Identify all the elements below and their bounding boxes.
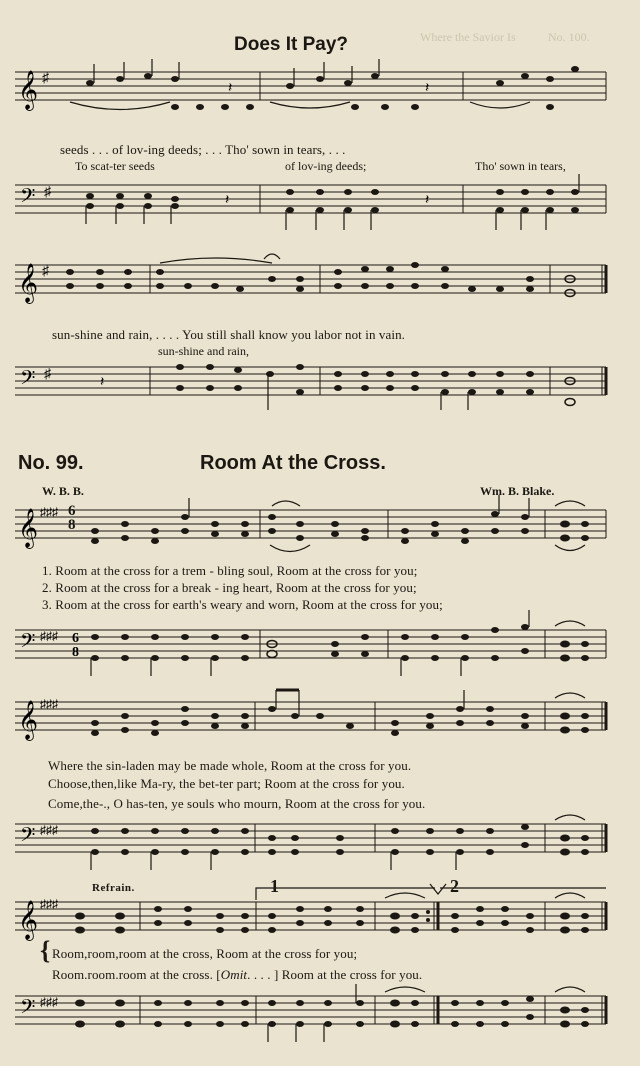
hymn1-system1-bass-staff: [10, 180, 610, 230]
hymn2-system2-treble-staff: [10, 688, 610, 748]
hymn2-verse3-line-a: 3. Room at the cross for earth's weary and worn, Room at the cross for you;: [42, 597, 443, 612]
svg-text:𝄽: 𝄽: [425, 81, 430, 96]
svg-text:♯♯♯: ♯♯♯: [40, 897, 58, 911]
svg-text:8: 8: [72, 645, 79, 660]
hymn2-verse2-line-a: 2. Room at the cross for a break - ing heart, Room at the cross for you;: [42, 580, 417, 595]
svg-text:♯: ♯: [42, 71, 49, 86]
svg-text:𝄢: 𝄢: [20, 995, 36, 1023]
refrain-lyric-line2a: Room.room.room at the cross. [: [52, 967, 221, 982]
time-signature-top: 6: [68, 503, 76, 519]
refrain-label: Refrain.: [92, 882, 135, 894]
svg-text:𝄞: 𝄞: [18, 70, 39, 110]
hymn2-system2-bass-staff: [10, 816, 610, 876]
svg-text:♯♯♯: ♯♯♯: [40, 629, 58, 643]
svg-text:𝄽: 𝄽: [228, 81, 233, 96]
svg-text:𝄞: 𝄞: [18, 700, 39, 740]
svg-text:♯: ♯: [42, 264, 49, 279]
hymn2-system1-bass-staff: [10, 620, 610, 675]
svg-text:𝄞: 𝄞: [18, 900, 39, 940]
refrain-lyric-line2: [52, 967, 422, 983]
refrain-bass-staff: [10, 988, 610, 1058]
refrain-lyric-line2b: . . . . ] Room at the cross for you.: [247, 967, 423, 982]
svg-text:6: 6: [72, 631, 79, 646]
svg-text:𝄞: 𝄞: [18, 263, 39, 303]
hymn1-sys1-lyric-line1: seeds . . . of lov-ing deeds; . . . Tho' sown in tears, . . .: [60, 142, 346, 157]
hymn2-verse2-line-b: Choose,then,like Ma-ry, the bet-ter part; Room at the cross for you.: [48, 776, 405, 791]
hymn2-title: Room At the Cross.: [200, 452, 386, 474]
hymn1-system2-treble-staff: [10, 255, 610, 310]
hymn1-system2-bass-staff: [10, 362, 610, 412]
hymn1-sys1-lyric-line2a: To scat-ter seeds: [75, 159, 155, 173]
bleed-number: No. 100.: [548, 30, 590, 44]
refrain-lyric-line1: Room,room,room at the cross, Room at the cross for you;: [52, 946, 358, 961]
refrain-brace: {: [40, 936, 51, 965]
hymn2-verse3-line-b: Come,the-., O has-ten, ye souls who mourn, Room at the cross for you.: [48, 796, 426, 811]
hymn2-composer: Wm. B. Blake.: [480, 484, 555, 498]
svg-text:𝄢: 𝄢: [20, 366, 36, 394]
svg-text:♯♯♯: ♯♯♯: [40, 823, 58, 837]
svg-text:♯♯♯: ♯♯♯: [40, 697, 58, 711]
hymn2-verse1-line-b: Where the sin-laden may be made whole, Room at the cross for you.: [48, 758, 412, 773]
refrain-omit: Omit: [220, 967, 248, 982]
hymn1-title: Does It Pay?: [234, 34, 349, 55]
hymn1-sys1-lyric-line2b: of lov-ing deeds;: [285, 159, 367, 173]
svg-text:𝄽: 𝄽: [225, 193, 230, 208]
svg-text:𝄽: 𝄽: [100, 375, 105, 390]
hymn2-system1-treble-staff: [10, 500, 610, 555]
hymn1-system1-treble-staff: [10, 62, 610, 112]
hymn2-number: No. 99.: [18, 452, 84, 474]
hymn1-sys1-lyric-line2c: Tho' sown in tears,: [475, 159, 566, 173]
svg-text:♯♯♯: ♯♯♯: [40, 995, 58, 1009]
refrain-treble-staff: [10, 880, 610, 950]
hymn2-lyricist: W. B. B.: [42, 484, 84, 498]
svg-text:♯: ♯: [44, 367, 51, 382]
svg-text:𝄞: 𝄞: [18, 508, 39, 548]
svg-text:𝄽: 𝄽: [425, 193, 430, 208]
hymn2-verse1-line-a: 1. Room at the cross for a trem - bling soul, Room at the cross for you;: [42, 563, 418, 578]
svg-text:𝄢: 𝄢: [20, 823, 36, 851]
svg-text:♯♯♯: ♯♯♯: [40, 505, 58, 519]
svg-text:𝄢: 𝄢: [20, 629, 36, 657]
bleed-text: Where the Savior Is: [420, 30, 516, 44]
svg-text:♯: ♯: [44, 185, 51, 200]
ending-1-label: 1: [270, 876, 279, 896]
svg-text:𝄢: 𝄢: [20, 184, 36, 212]
hymn1-sys2-lyric-line2: sun-shine and rain,: [158, 344, 249, 358]
ending-2-label: 2: [450, 876, 459, 896]
time-signature-bottom: 8: [68, 517, 76, 533]
hymn1-sys2-lyric-line1: sun-shine and rain, . . . . You still shall know you labor not in vain.: [52, 327, 406, 342]
